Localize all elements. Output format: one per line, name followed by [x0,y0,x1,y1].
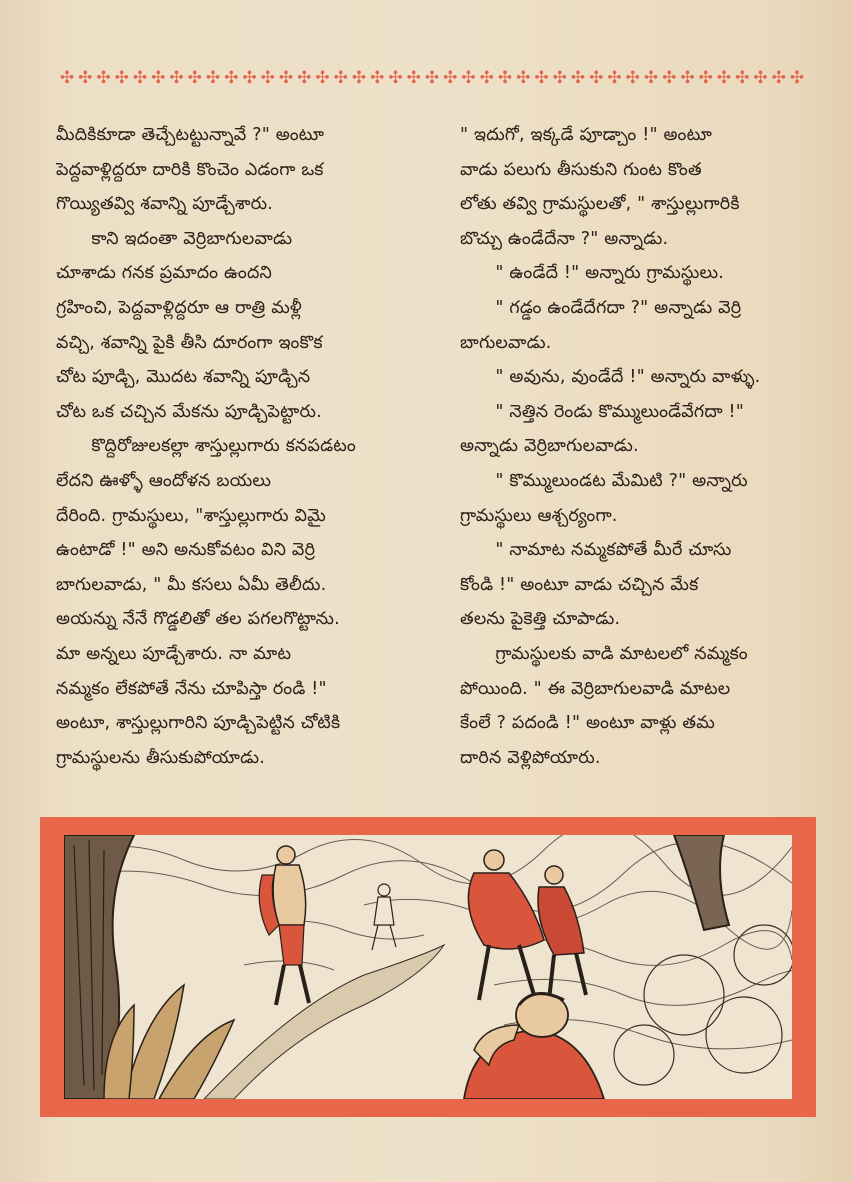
ornament-glyph: ✣ [151,68,166,88]
text-line: లేదని ఊళ్ళో ఆందోళన బయలు [56,470,272,491]
ornament-glyph: ✣ [443,68,458,88]
ornament-glyph: ✣ [570,68,586,88]
text-line: గ్రామస్థులకు వాడి మాటలలో నమ్మకం [460,643,748,664]
forest-scene-drawing [64,835,792,1099]
ornament-glyph: ✣ [716,68,732,88]
ornament-glyph: ✣ [297,68,312,88]
text-line: బాగులవాడు. [460,332,552,353]
ornament-glyph: ✣ [278,68,294,88]
ornament-glyph: ✣ [643,68,659,88]
text-line: అంటూ, శాస్తుల్లుగారిని పూడ్చిపెట్టిన చోటికి [56,713,341,734]
ornament-glyph: ✣ [132,68,148,88]
text-line: చోట ఒక చచ్చిన మేకను పూడ్చిపెట్టారు. [56,401,322,422]
ornament-glyph: ✣ [698,68,713,88]
text-line: నమ్మకం లేకపోతే నేను చూపిస్తా రండి !" [56,678,327,699]
text-line: గ్రహించి, పెద్దవాళ్లిద్దరూ ఆ రాత్రి మళ్లీ [56,297,302,318]
text-line: చూశాడు గనక ప్రమాదం ఉందని [56,263,273,284]
ornament-glyph: ✣ [224,68,239,88]
text-line: కోండి !" అంటూ వాడు చచ్చిన మేక [460,574,699,595]
ornament-glyph: ✣ [205,68,221,88]
ornament-glyph: ✣ [187,68,202,88]
ornament-glyph: ✣ [333,68,348,88]
ornament-glyph: ✣ [242,68,257,88]
text-line: " నెత్తిన రెండు కొమ్ములుండేవేగదా !" [460,401,744,422]
ornament-glyph: ✣ [607,68,622,88]
ornament-glyph: ✣ [771,68,786,88]
ornament-glyph: ✣ [388,68,403,88]
ornament-glyph: ✣ [461,68,476,88]
ornament-glyph: ✣ [370,68,385,88]
text-line: చోట పూడ్చి, మొదట శవాన్ని పూడ్చిన [56,367,311,388]
story-illustration [40,817,816,1117]
text-line: " గడ్డం ఉండేదేగదా ?" అన్నాడు వెర్రి [460,297,742,318]
ornament-glyph: ✣ [424,68,440,88]
ornament-glyph: ✣ [114,68,129,88]
ornament-glyph: ✣ [680,68,695,88]
text-line: కాని ఇదంతా వెర్రిబాగులవాడు [56,228,293,249]
text-line: " ఇదుగో, ఇక్కడే పూడ్చాం !" అంటూ [460,125,712,145]
text-line: కేంలే ? పదండి !" అంటూ వాళ్లు తమ [460,713,715,734]
ornamental-border [58,66,806,90]
text-line: గ్రామస్థులను తీసుకుపోయాడు. [56,747,266,768]
text-line: పెద్దవాళ్లిద్దరూ దారికి కొంచెం ఎడంగా ఒక [56,159,324,180]
ornament-glyph: ✣ [789,68,805,88]
ornament-glyph: ✣ [589,68,604,88]
ornament-glyph: ✣ [315,68,330,88]
text-line: లోతు తవ్వి గ్రామస్థులతో, " శాస్తుల్లుగారికి [460,194,740,215]
text-line: మా అన్నలు పూడ్చేశారు. నా మాట [56,643,292,664]
text-line: పోయింది. " ఈ వెర్రిబాగులవాడి మాటల [460,678,731,699]
text-line: బొచ్చు ఉండేదేనా ?" అన్నాడు. [460,228,669,249]
ornament-glyph: ✣ [260,68,275,88]
ornament-glyph: ✣ [78,68,93,88]
text-line: వచ్చి, శవాన్ని పైకి తీసి దూరంగా ఇంకొక [56,332,323,353]
ornament-glyph: ✣ [96,68,111,88]
text-line: దారిన వెళ్లిపోయారు. [460,747,601,768]
ornament-glyph: ✣ [516,68,531,88]
illustration-background [64,835,792,1099]
text-line: మీదికికూడా తెచ్చేటట్టున్నావే ?" అంటూ [56,125,325,145]
ornament-glyph: ✣ [59,68,75,88]
ornament-glyph: ✣ [753,68,768,88]
ornament-glyph: ✣ [662,68,677,88]
text-line: తలను పైకెత్తి చూపాడు. [460,609,621,630]
left-text-column [56,118,434,775]
text-line: దేరింది. గ్రామస్థులు, "శాస్తుల్లుగారు విమై [56,505,326,526]
text-line: " నామాట నమ్మకపోతే మీరే చూసు [460,540,732,561]
ornament-glyph: ✣ [351,68,367,88]
text-line: " ఉండేదే !" అన్నారు గ్రామస్థులు. [460,263,724,284]
ornament-glyph: ✣ [406,68,421,88]
right-text-column [460,118,816,775]
ornament-glyph: ✣ [552,68,567,88]
text-line: " అవును, వుండేదే !" అన్నారు వాళ్ళు. [460,367,761,388]
text-line: " కొమ్ములుండట మేమిటి ?" అన్నారు [460,470,748,491]
text-line: అన్నాడు వెర్రిబాగులవాడు. [460,436,639,457]
ornament-glyph: ✣ [479,68,494,88]
text-line: వాడు పలుగు తీసుకుని గుంట కొంత [460,159,702,180]
ornament-glyph: ✣ [625,68,640,88]
ornament-glyph: ✣ [169,68,184,88]
text-line: అయన్ను నేనే గొడ్డలితో తల పగలగొట్టాను. [56,609,340,630]
text-line: ఉంటాడో !" అని అనుకోవటం విని వెర్రి [56,540,316,561]
ornament-glyph: ✣ [735,68,750,88]
ornament-glyph: ✣ [497,68,513,88]
text-line: గొయ్యితవ్వి శవాన్ని పూడ్చేశారు. [56,194,274,215]
text-line: బాగులవాడు, " మీ కసలు ఏమీ తెలీదు. [56,574,327,595]
text-line: కొద్దిరోజులకల్లా శాస్తుల్లుగారు కనపడటం [56,436,356,457]
ornament-glyph: ✣ [534,68,549,88]
text-line: గ్రామస్థులు ఆశ్చర్యంగా. [460,505,618,526]
